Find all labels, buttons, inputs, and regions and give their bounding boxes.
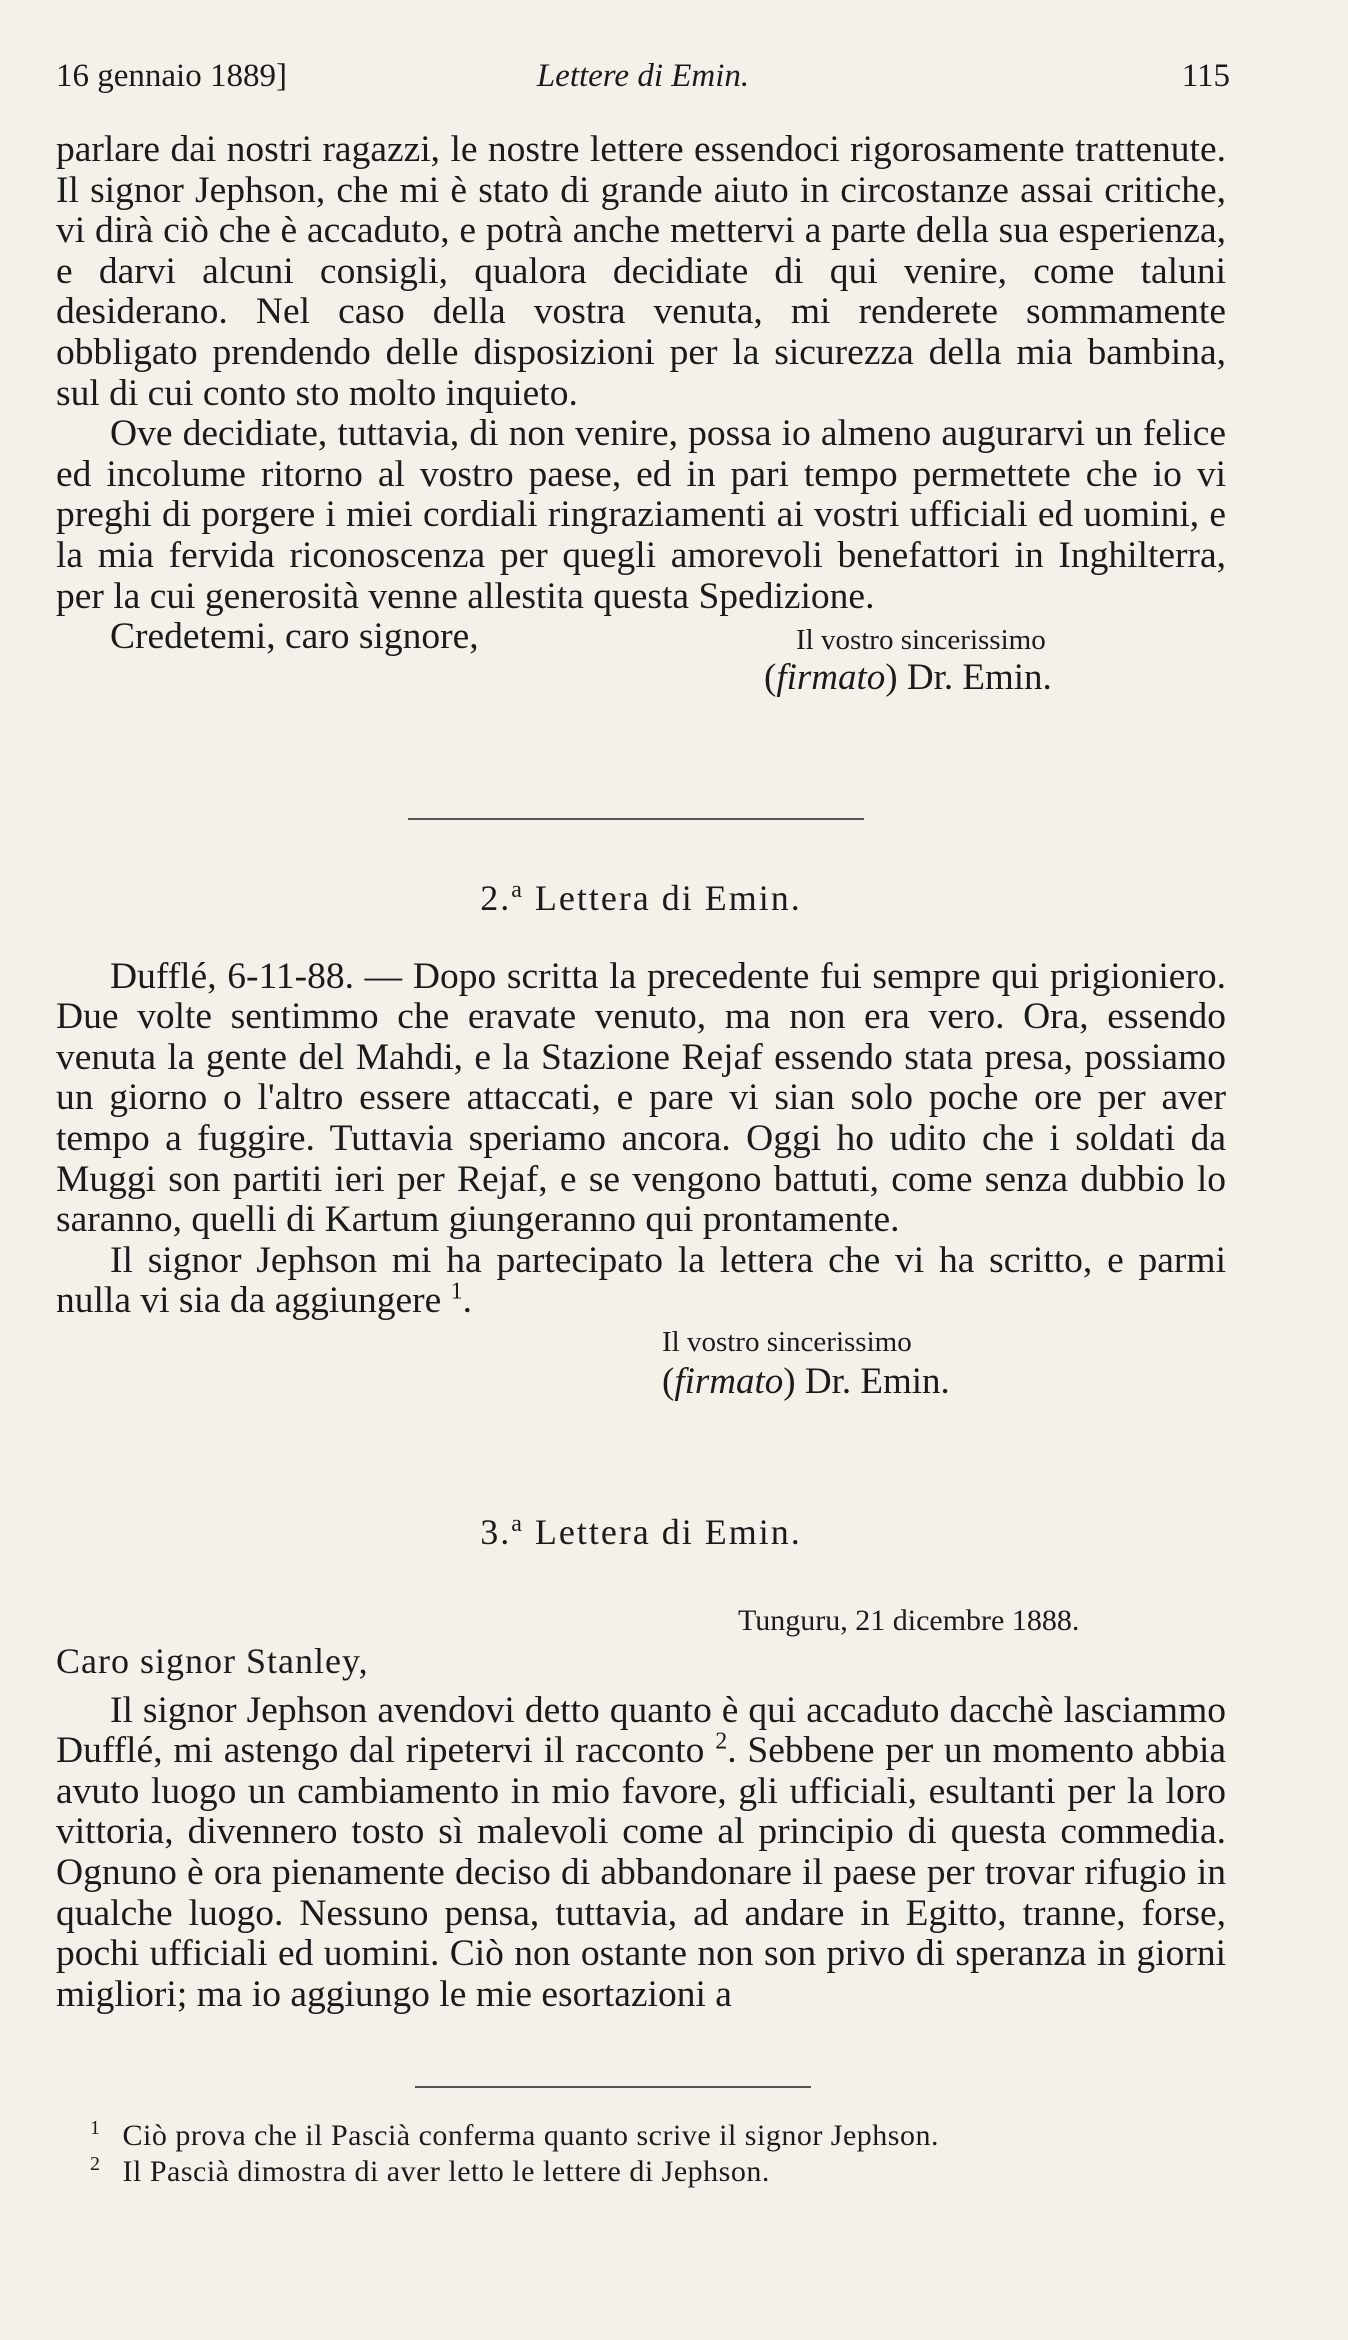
header-title: Lettere di Emin. bbox=[536, 58, 750, 94]
letter2-signature: (firmato) Dr. Emin. bbox=[662, 1360, 950, 1402]
closing-phrase: Credetemi, caro signore, bbox=[110, 616, 479, 658]
letter2-valediction: Il vostro sincerissimo bbox=[662, 1325, 912, 1358]
footnote-ref-1[interactable]: 1 bbox=[450, 1278, 463, 1305]
header-date: 16 gennaio 1889] bbox=[56, 58, 287, 94]
letter1 bbox=[56, 130, 1226, 699]
footnote-1: $^1$ Ciò prova che il Pascià conferma quanto scrive il signor Jephson. bbox=[90, 2117, 939, 2152]
letter1-paragraph-2: Ove decidiate, tuttavia, di non venire, possa io almeno augurarvi un felice ed incolume ritorno al vostro paese, ed in pari tempo permettete che io vi preghi di porgere i miei cordiali ringraziamenti ai vostri ufficiali ed uomini, e la mia fervida riconoscenza per quegli amorevoli benefattori in Inghilterra, per la cui generosità venne allestita questa Spedizione. bbox=[56, 413, 1226, 617]
footnote-ref-2[interactable]: 2 bbox=[715, 1728, 728, 1755]
footnote-2: $^2$ Il Pascià dimostra di aver letto le lettere di Jephson. bbox=[90, 2153, 770, 2188]
signature-name: Dr. Emin. bbox=[804, 1360, 950, 1402]
signature-firmato: firmato bbox=[674, 1360, 784, 1402]
letter3 bbox=[56, 1512, 1226, 2015]
footnote-divider bbox=[415, 2086, 811, 2088]
letter3-title: 3.$^a$ Lettera di Emin. bbox=[480, 1511, 802, 1552]
signature-firmato: firmato bbox=[776, 657, 886, 699]
page-number: 115 bbox=[1181, 58, 1230, 94]
letter3-paragraph-1: Il signor Jephson avendovi detto quanto è qui accaduto dacchè lasciammo Dufflé, mi astengo dal ripetervi il racconto $^2$. Sebbene per un momento abbia avuto luogo un cambiamento in mio favore, gli ufficiali, esultanti per la loro vittoria, divennero tosto sì malevoli come al principio di questa commedia. Ognuno è ora pienamente deciso di abbandonare il paese per trovar rifugio in qualche luogo. Nessuno pensa, tuttavia, ad andare in Egitto, tranne, forse, pochi ufficiali ed uomini. Ciò non ostante non son privo di speranza in giorni migliori; ma io aggiungo le mie esortazioni a bbox=[56, 1689, 1227, 2015]
letter1-signature: (firmato) Dr. Emin. bbox=[764, 657, 1052, 699]
letter1-paragraph-1: parlare dai nostri ragazzi, le nostre lettere essendoci rigorosamente trattenute. Il signor Jephson, che mi è stato di grande aiuto in circostanze assai critiche, vi dirà ciò che è accaduto, e potrà anche mettervi a parte della sua esperienza, e darvi alcuni consigli, qualora decidiate di qui venire, come taluni desiderano. Nel caso della vostra venuta, mi renderete sommamente obbligato prendendo delle disposizioni per la sicurezza della mia bambina, sul di cui conto sto molto inquieto. bbox=[56, 129, 1226, 414]
letter3-dateline: Tunguru, 21 dicembre 1888. bbox=[738, 1603, 1080, 1637]
letter2-title: 2.$^a$ Lettera di Emin. bbox=[480, 877, 802, 918]
signature-name: Dr. Emin. bbox=[906, 657, 1052, 699]
valediction: Il vostro sincerissimo bbox=[796, 624, 1046, 657]
letter2-paragraph-2: Il signor Jephson mi ha partecipato la lettera che vi ha scritto, e parmi nulla vi sia da aggiungere $^1$. bbox=[56, 1239, 1226, 1322]
letter2 bbox=[56, 878, 1226, 1403]
letter1-closing bbox=[56, 617, 1226, 658]
section-divider bbox=[408, 818, 864, 820]
footnotes bbox=[90, 2118, 1210, 2190]
letter3-salutation: Caro signor Stanley, bbox=[56, 1640, 369, 1681]
running-header bbox=[56, 58, 1230, 104]
letter2-paragraph-1: Dufflé, 6-11-88. — Dopo scritta la precedente fui sempre qui prigioniero. Due volte sentimmo che eravate venuto, ma non era vero. Ora, essendo venuta la gente del Mahdi, e la Stazione Rejaf essendo stata presa, possiamo un giorno o l'altro essere attaccati, e pare vi sian solo poche ore per aver tempo a fuggire. Tuttavia speriamo ancora. Oggi ho udito che i soldati da Muggi son partiti ieri per Rejaf, e se vengono battuti, come senza dubbio lo saranno, quelli di Kartum giungeranno qui prontamente. bbox=[56, 955, 1226, 1241]
